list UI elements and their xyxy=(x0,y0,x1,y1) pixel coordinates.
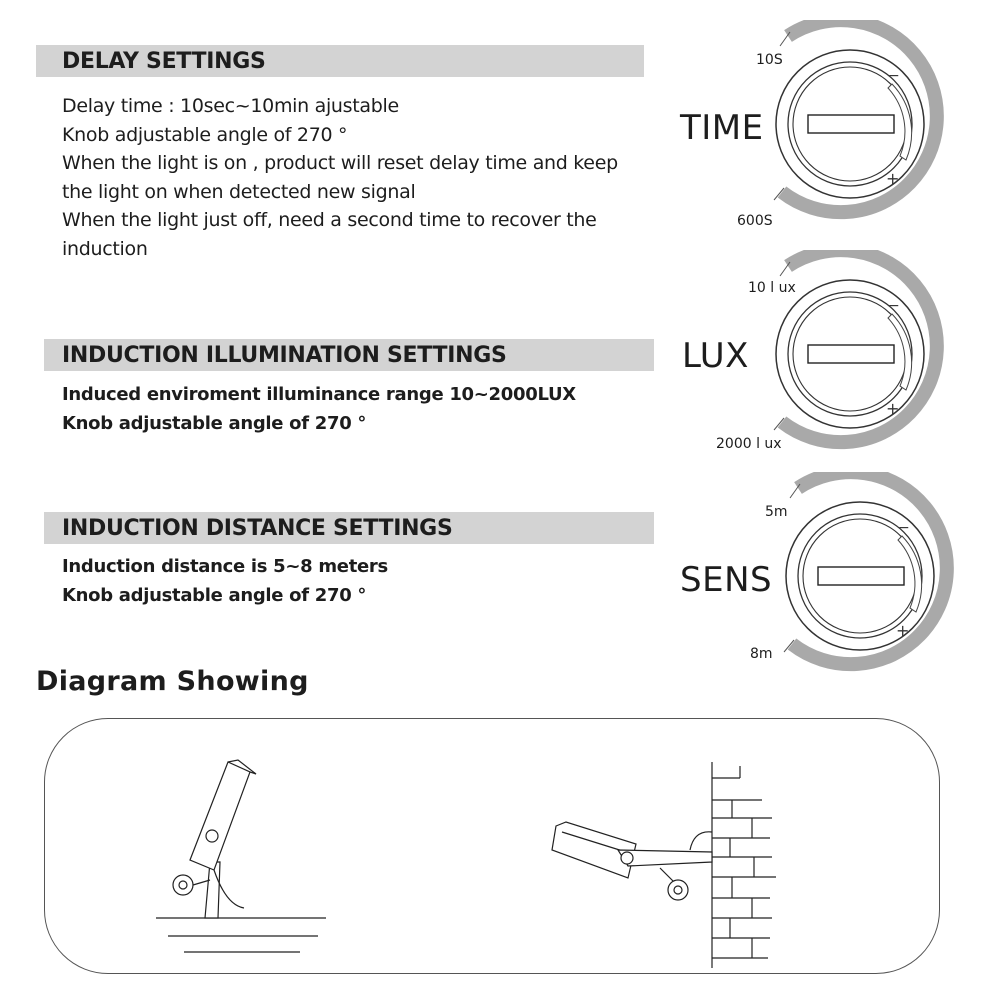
delay-line-2: Knob adjustable angle of 270 ° xyxy=(62,123,348,146)
lux-line-1: Induced enviroment illuminance range 10~2000LUX xyxy=(62,384,576,405)
distance-section-title: INDUCTION DISTANCE SETTINGS xyxy=(62,516,453,541)
delay-line-1: Delay time : 10sec~10min ajustable xyxy=(62,95,399,117)
ground-mount-illustration xyxy=(156,760,326,952)
sensor-wall xyxy=(668,880,688,900)
delay-section-title: DELAY SETTINGS xyxy=(62,49,266,74)
sens-max-label: 8m xyxy=(750,646,773,662)
distance-line-1: Induction distance is 5~8 meters xyxy=(62,556,388,577)
wall-mount-illustration xyxy=(552,762,776,968)
time-knob-minus-symbol: − xyxy=(888,68,900,84)
delay-line-5: When the light just off, need a second time to recover the xyxy=(62,209,597,232)
lux-knob-plus-symbol: + xyxy=(886,399,900,418)
lux-knob-minus-symbol: − xyxy=(888,298,900,314)
sens-min-label: 5m xyxy=(765,504,788,520)
floodlight-cable-wall xyxy=(690,832,712,850)
time-max-label: 600S xyxy=(737,213,773,229)
sens-knob-label: SENS xyxy=(680,560,773,600)
distance-line-2: Knob adjustable angle of 270 ° xyxy=(62,585,367,606)
delay-line-4: the light on when detected new signal xyxy=(62,180,416,203)
time-knob-plus-symbol: + xyxy=(886,169,900,188)
delay-line-3: When the light is on , product will reset delay time and keep xyxy=(62,152,618,175)
sensor-ground xyxy=(173,875,193,895)
floodlight-body-ground xyxy=(190,762,250,870)
lux-knob-label: LUX xyxy=(682,336,749,376)
delay-line-6: induction xyxy=(62,237,148,260)
bracket-knob-wall xyxy=(621,852,633,864)
ground-stake xyxy=(205,862,220,918)
diagram-title: Diagram Showing xyxy=(36,666,309,697)
lux-line-2: Knob adjustable angle of 270 ° xyxy=(62,413,367,434)
time-knob-label: TIME xyxy=(680,108,764,148)
bracket-knob-ground xyxy=(206,830,218,842)
sens-knob-minus-symbol: − xyxy=(898,520,910,536)
lux-section-title: INDUCTION ILLUMINATION SETTINGS xyxy=(62,343,507,368)
lux-min-label: 10 l ux xyxy=(748,280,796,296)
sens-knob-plus-symbol: + xyxy=(896,621,910,640)
lux-max-label: 2000 l ux xyxy=(716,436,782,452)
time-min-label: 10S xyxy=(756,52,783,68)
